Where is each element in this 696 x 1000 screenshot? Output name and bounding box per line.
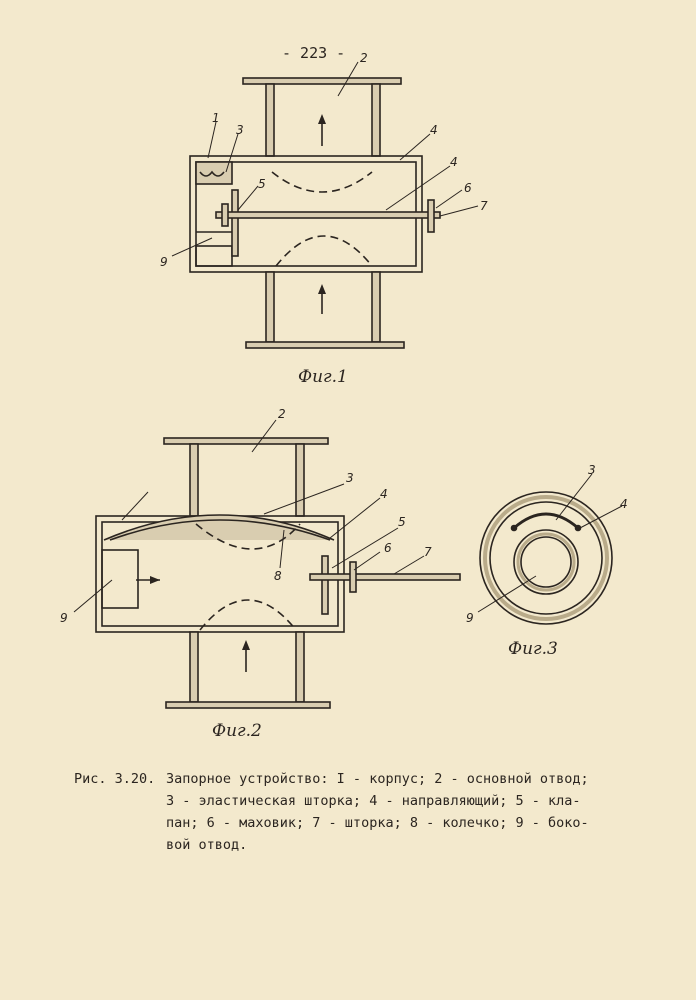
fig3-callout-3: 3 xyxy=(588,463,596,477)
fig3-callout-4: 4 xyxy=(620,497,628,511)
caption-prefix: Рис. 3.20. xyxy=(74,771,156,787)
fig1-callout-9: 9 xyxy=(160,255,168,269)
fig1-callout-4a: 4 xyxy=(430,123,438,137)
fig1-callout-5: 5 xyxy=(258,177,266,191)
figure-2 xyxy=(60,407,460,741)
fig1-callout-1: 1 xyxy=(212,111,220,125)
fig2-callout-6: 6 xyxy=(384,541,392,555)
fig1-callout-6: 6 xyxy=(464,181,472,195)
fig2-callout-9: 9 xyxy=(60,611,68,625)
figure-3 xyxy=(466,463,628,659)
fig3-callout-9: 9 xyxy=(466,611,474,625)
fig1-label: Фиг.1 xyxy=(298,367,348,387)
fig1-callout-3: 3 xyxy=(236,123,244,137)
caption-line-1: Запорное устройство: I - корпус; 2 - основной отвод; xyxy=(166,771,589,787)
fig2-label: Фиг.2 xyxy=(212,721,262,741)
fig2-callout-7: 7 xyxy=(424,545,432,559)
fig2-callout-2: 2 xyxy=(278,407,286,421)
fig1-callout-7: 7 xyxy=(480,199,488,213)
page-number: - 223 - xyxy=(282,44,346,62)
caption-line-4: вой отвод. xyxy=(166,837,248,853)
fig2-callout-3: 3 xyxy=(346,471,354,485)
fig2-callout-5: 5 xyxy=(398,515,406,529)
figure-1 xyxy=(160,51,488,387)
fig1-callout-4b: 4 xyxy=(450,155,458,169)
fig2-callout-8: 8 xyxy=(274,569,282,583)
fig2-callout-4: 4 xyxy=(380,487,388,501)
caption-line-3: пан; 6 - маховик; 7 - шторка; 8 - колечко; 9 - боко- xyxy=(166,815,589,831)
fig1-callout-2: 2 xyxy=(360,51,368,65)
fig3-label: Фиг.3 xyxy=(508,639,558,659)
caption-line-2: 3 - эластическая шторка; 4 - направляющий; 5 - кла- xyxy=(166,793,581,809)
